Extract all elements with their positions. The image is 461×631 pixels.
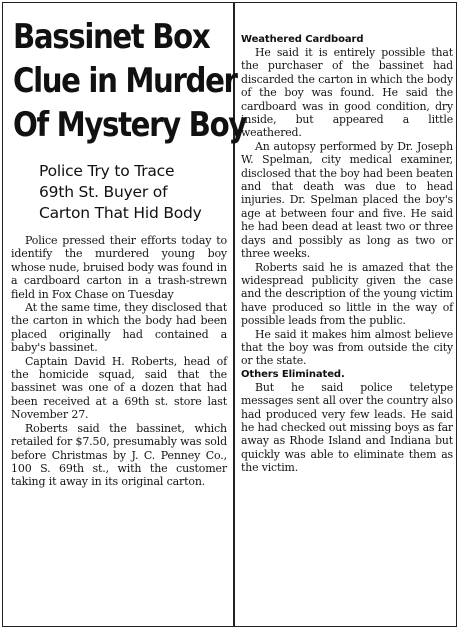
headline-line: Bassinet Box	[13, 17, 210, 57]
body-paragraph: But he said police teletype messages sent all over the country also had produced very few leads. He said he had checked out missing boys as far away as Rhode Island and Indiana but quickly was able to eliminate them as the victim.	[241, 380, 453, 475]
body-paragraph: Captain David H. Roberts, head of the homicide squad, said that the bassinet was one of a dozen that had been received at a 69th st. store last November 27.	[11, 354, 227, 422]
subheadline	[39, 161, 227, 224]
subheadline-line: Police Try to Trace	[39, 162, 175, 180]
body-paragraph: An autopsy performed by Dr. Joseph W. Spelman, city medical examiner, disclosed that the boy had been beaten and that death was due to head injuries. Dr. Spelman placed the boy's age at between four and five. He said he had been dead at least two or three days and possibly as long as two or three weeks.	[241, 139, 453, 261]
headline-line: Clue in Murder	[13, 61, 237, 101]
body-paragraph: At the same time, they disclosed that the carton in which the body had been placed originally had contained a baby's bassinet.	[11, 301, 227, 355]
body-paragraph: Roberts said the bassinet, which retailed for $7.50, presumably was sold before Christmas by J. C. Penney Co., 100 S. 69th st., with the customer taking it away in its original carton.	[11, 421, 227, 489]
headline	[13, 15, 246, 147]
body-paragraph: He said it makes him almost believe that the boy was from outside the city or the state.	[241, 327, 453, 368]
section-heading: Weathered Cardboard	[241, 34, 364, 45]
body-paragraph: He said it is entirely possible that the purchaser of the bassinet had discarded the carton in which the body of the boy was found. He said the cardboard was in good condition, dry inside, but appeared a little weathered.	[241, 46, 453, 140]
section-heading: Others Eliminated.	[241, 368, 345, 380]
subheadline-line: Carton That Hid Body	[39, 204, 202, 222]
body-paragraph: Police pressed their efforts today to identify the murdered young boy whose nude, bruised body was found in a cardboard carton in a trash-strewn field in Fox Chase on Tuesday	[11, 234, 227, 301]
headline-line: Of Mystery Boy	[13, 105, 246, 145]
right-column	[241, 33, 453, 475]
left-column	[11, 15, 246, 489]
body-paragraph: Roberts said he is amazed that the widespread publicity given the case and the description of the young victim have produced so little in the way of possible leads from the public.	[241, 260, 453, 328]
newspaper-clipping	[2, 2, 457, 627]
subheadline-line: 69th St. Buyer of	[39, 183, 168, 201]
